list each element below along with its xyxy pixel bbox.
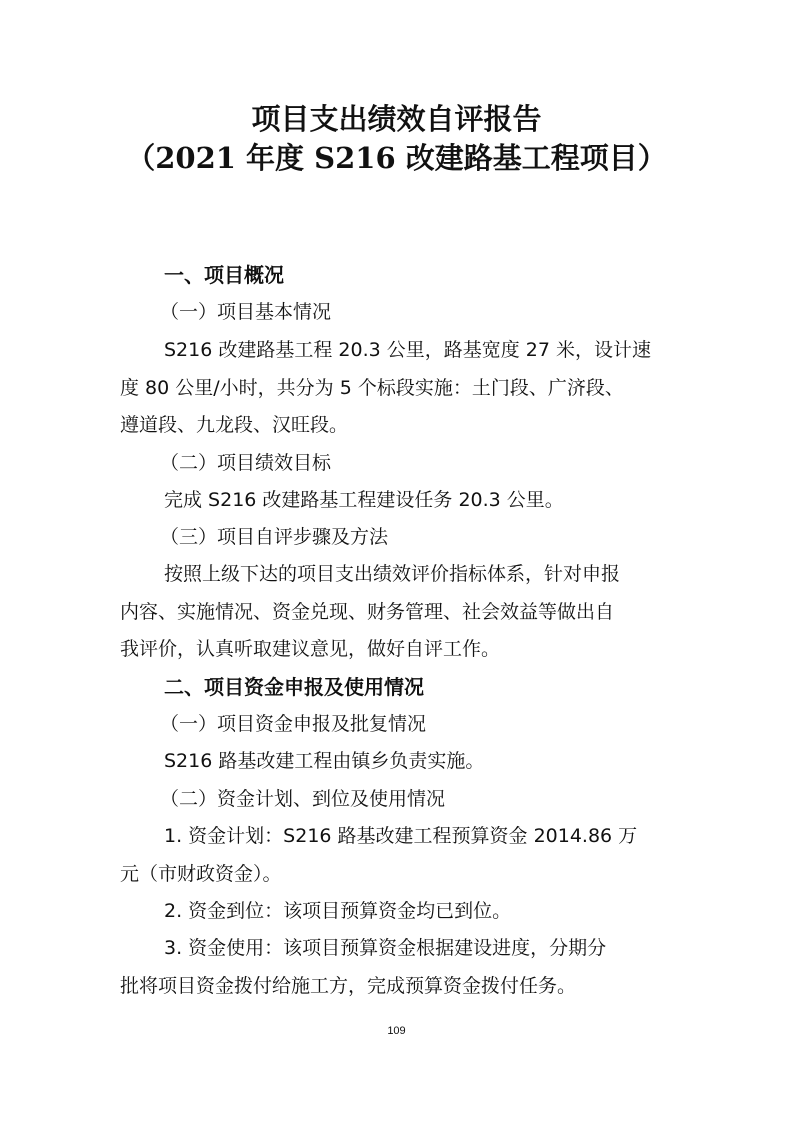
paragraph-line: S216 改建路基工程 20.3 公里，路基宽度 27 米，设计速 xyxy=(164,339,652,361)
subsection-heading: （二）项目绩效目标 xyxy=(160,452,332,474)
paragraph-line: 遵道段、九龙段、汉旺段。 xyxy=(120,414,349,436)
paragraph-line: 按照上级下达的项目支出绩效评价指标体系，针对申报 xyxy=(164,563,621,585)
subsection-heading: （一）项目基本情况 xyxy=(160,301,332,323)
paragraph-line: 批将项目资金拨付给施工方，完成预算资金拨付任务。 xyxy=(120,975,577,997)
section-heading: 一、项目概况 xyxy=(164,263,284,287)
paragraph-line: S216 路基改建工程由镇乡负责实施。 xyxy=(164,750,485,772)
section-heading: 二、项目资金申报及使用情况 xyxy=(164,675,424,699)
paragraph-line: 内容、实施情况、资金兑现、财务管理、社会效益等做出自 xyxy=(120,601,615,623)
subsection-heading: （三）项目自评步骤及方法 xyxy=(160,526,389,548)
document-subtitle: （2021 年度 S216 改建路基工程项目） xyxy=(126,141,667,175)
paragraph-line: 度 80 公里/小时，共分为 5 个标段实施：土门段、广济段、 xyxy=(120,377,624,399)
paragraph-line: 我评价，认真听取建议意见，做好自评工作。 xyxy=(120,638,501,660)
subsection-heading: （一）项目资金申报及批复情况 xyxy=(160,713,427,735)
paragraph-line: 完成 S216 改建路基工程建设任务 20.3 公里。 xyxy=(164,489,564,511)
subsection-heading: （二）资金计划、到位及使用情况 xyxy=(160,788,446,810)
paragraph-line: 2. 资金到位：该项目预算资金均已到位。 xyxy=(164,900,512,922)
page-number: 109 xyxy=(387,1025,406,1037)
paragraph-line: 1. 资金计划：S216 路基改建工程预算资金 2014.86 万 xyxy=(164,825,638,847)
paragraph-line: 3. 资金使用：该项目预算资金根据建设进度，分期分 xyxy=(164,937,607,959)
paragraph-line: 元（市财政资金）。 xyxy=(120,863,282,885)
document-title: 项目支出绩效自评报告 xyxy=(251,102,542,136)
document-body xyxy=(120,0,680,1122)
